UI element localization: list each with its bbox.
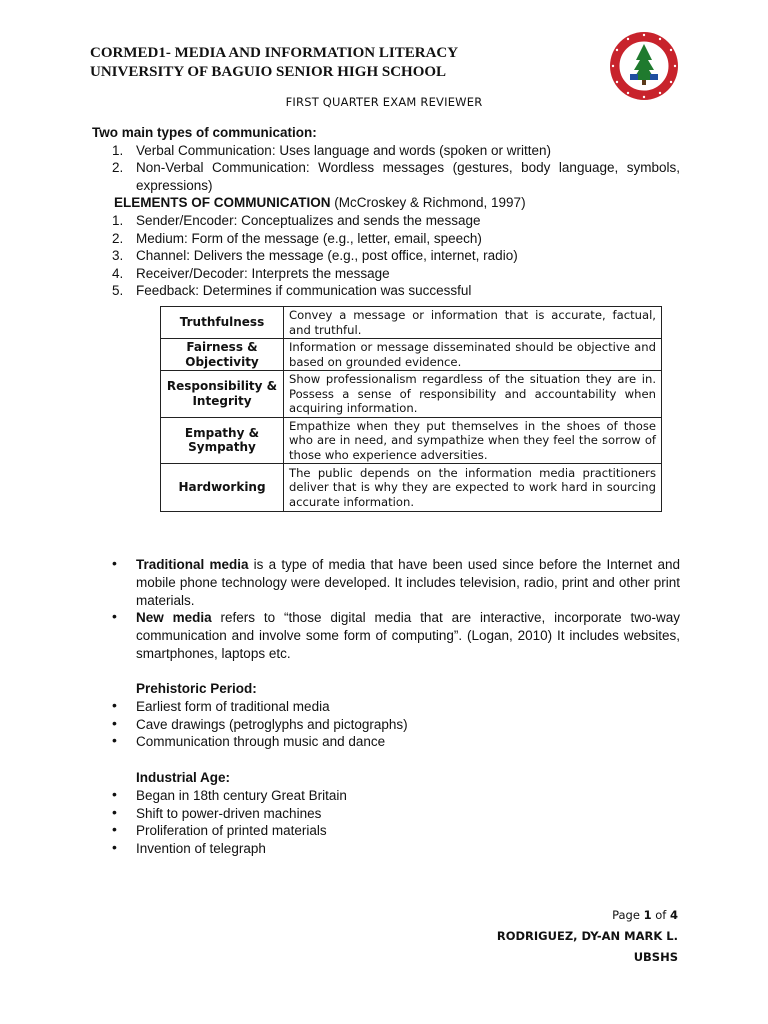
list-item: 1. Verbal Communication: Uses language and words (spoken or written) xyxy=(112,142,551,158)
list-item: 2. Medium: Form of the message (e.g., letter, email, speech) xyxy=(112,230,482,246)
value-description: Information or message disseminated should be objective and based on grounded evidence. xyxy=(284,339,662,371)
university-seal-logo xyxy=(608,30,680,102)
document-subtitle: FIRST QUARTER EXAM REVIEWER xyxy=(285,95,483,109)
elements-heading: ELEMENTS OF COMMUNICATION (McCroskey & Richmond, 1997) xyxy=(114,195,526,211)
course-title: CORMED1- MEDIA AND INFORMATION LITERACY xyxy=(90,45,459,61)
list-item: • Invention of telegraph xyxy=(112,839,266,857)
prehistoric-section xyxy=(92,680,680,751)
list-item: • Proliferation of printed materials xyxy=(112,821,327,839)
list-item: 2. Non-Verbal Communication: Wordless messages (gestures, body language, symbols, expressions) xyxy=(112,160,680,193)
page-footer xyxy=(497,905,678,968)
value-description: Convey a message or information that is accurate, factual, and truthful. xyxy=(284,307,662,339)
table-row xyxy=(161,417,662,464)
communication-section xyxy=(92,124,680,300)
value-description: Empathize when they put themselves in the shoes of those who are in need, and sympathize when they feel the sorrow of those who experience adversities. xyxy=(284,417,662,464)
value-name: Empathy & Sympathy xyxy=(161,417,284,464)
value-name: Hardworking xyxy=(161,464,284,512)
list-item: 3. Channel: Delivers the message (e.g., post office, internet, radio) xyxy=(112,248,518,264)
value-description: Show professionalism regardless of the situation they are in. Possess a sense of responsibility and accountability when acquiring information. xyxy=(284,371,662,418)
value-name: Truthfulness xyxy=(161,307,284,339)
value-name: Responsibility & Integrity xyxy=(161,371,284,418)
value-name: Fairness & Objectivity xyxy=(161,339,284,371)
list-item: • Cave drawings (petroglyphs and pictographs) xyxy=(112,714,408,732)
document-header xyxy=(90,44,458,82)
list-item: 1. Sender/Encoder: Conceptualizes and sends the message xyxy=(112,212,481,228)
list-item: 4. Receiver/Decoder: Interprets the message xyxy=(112,265,390,281)
school-name: UNIVERSITY OF BAGUIO SENIOR HIGH SCHOOL xyxy=(90,64,447,80)
author-name: RODRIGUEZ, DY-AN MARK L. xyxy=(496,929,678,943)
school-abbrev: UBSHS xyxy=(633,950,678,964)
value-description: The public depends on the information media practitioners deliver that is why they are expected to work hard in sourcing accurate information. xyxy=(284,464,662,512)
list-item: • Communication through music and dance xyxy=(112,732,386,750)
table-row xyxy=(161,339,662,371)
media-values-table xyxy=(160,306,662,512)
industrial-section xyxy=(92,769,680,858)
list-item: • New media refers to “those digital media that are interactive, incorporate two-way communication and involve some form of computing”. (Logan, 2010) It includes websites, smartphones, laptops etc. xyxy=(112,608,681,661)
list-item: • Traditional media is a type of media that have been used since before the Internet and mobile phone technology were developed. It includes television, radio, print and other print materials. xyxy=(112,555,681,608)
table-row xyxy=(161,307,662,339)
list-item: • Shift to power-driven machines xyxy=(112,803,322,821)
list-item: 5. Feedback: Determines if communication was successful xyxy=(112,283,472,299)
media-definitions xyxy=(92,556,680,663)
page-number: Page 1 of 4 xyxy=(612,908,678,922)
table-row xyxy=(161,371,662,418)
table-row xyxy=(161,464,662,512)
comm-types-heading: Two main types of communication: xyxy=(92,125,317,140)
list-item: • Earliest form of traditional media xyxy=(112,696,330,714)
comm-types-list xyxy=(92,142,680,195)
section-heading: Prehistoric Period: xyxy=(136,681,257,696)
list-item: • Began in 18th century Great Britain xyxy=(112,785,347,803)
elements-list xyxy=(92,212,680,300)
section-heading: Industrial Age: xyxy=(136,770,231,785)
